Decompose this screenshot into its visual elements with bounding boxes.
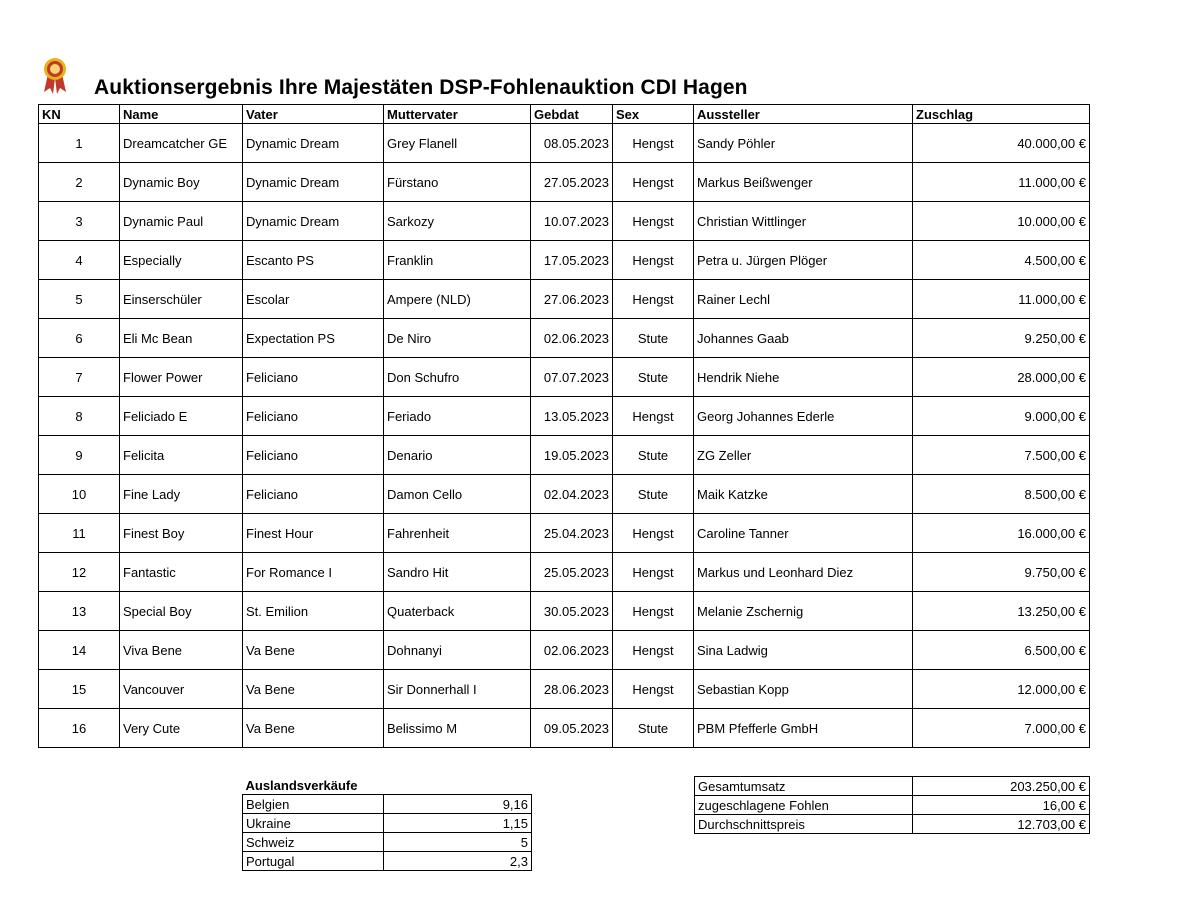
- cell-zuschlag: 13.250,00 €: [913, 592, 1090, 631]
- cell-aussteller: Sandy Pöhler: [694, 124, 913, 163]
- cell-sex: Hengst: [613, 592, 694, 631]
- cell-zuschlag: 11.000,00 €: [913, 163, 1090, 202]
- cell-vater: Feliciano: [243, 358, 384, 397]
- cell-sex: Stute: [613, 436, 694, 475]
- auslandsverkaeufe-table: [242, 776, 532, 871]
- cell-gebdat: 13.05.2023: [531, 397, 613, 436]
- cell-vater: Va Bene: [243, 709, 384, 748]
- summary-row: [695, 815, 1090, 834]
- auslandsverkaeufe-row: [243, 833, 532, 852]
- cell-muttervater: Belissimo M: [384, 709, 531, 748]
- cell-zuschlag: 40.000,00 €: [913, 124, 1090, 163]
- cell-kn: 9: [39, 436, 120, 475]
- cell-sex: Stute: [613, 709, 694, 748]
- table-row: [39, 436, 1090, 475]
- cell-zuschlag: 16.000,00 €: [913, 514, 1090, 553]
- cell-aussteller: Johannes Gaab: [694, 319, 913, 358]
- cell-aussteller: Caroline Tanner: [694, 514, 913, 553]
- cell-name: Eli Mc Bean: [120, 319, 243, 358]
- cell-muttervater: Franklin: [384, 241, 531, 280]
- country-label: Ukraine: [243, 814, 384, 833]
- column-header-vater: Vater: [243, 105, 384, 124]
- cell-name: Felicita: [120, 436, 243, 475]
- table-row: [39, 202, 1090, 241]
- column-header-muttervater: Muttervater: [384, 105, 531, 124]
- column-header-gebdat: Gebdat: [531, 105, 613, 124]
- cell-gebdat: 02.06.2023: [531, 319, 613, 358]
- cell-zuschlag: 11.000,00 €: [913, 280, 1090, 319]
- cell-gebdat: 02.06.2023: [531, 631, 613, 670]
- cell-kn: 2: [39, 163, 120, 202]
- cell-muttervater: De Niro: [384, 319, 531, 358]
- cell-zuschlag: 9.250,00 €: [913, 319, 1090, 358]
- summary-row: [695, 796, 1090, 815]
- cell-aussteller: Petra u. Jürgen Plöger: [694, 241, 913, 280]
- cell-kn: 3: [39, 202, 120, 241]
- cell-kn: 14: [39, 631, 120, 670]
- auslandsverkaeufe-row: [243, 814, 532, 833]
- cell-name: Einserschüler: [120, 280, 243, 319]
- summary-label: zugeschlagene Fohlen: [695, 796, 913, 815]
- summary-label: Gesamtumsatz: [695, 777, 913, 796]
- cell-zuschlag: 7.000,00 €: [913, 709, 1090, 748]
- table-row: [39, 397, 1090, 436]
- cell-kn: 15: [39, 670, 120, 709]
- cell-name: Dreamcatcher GE: [120, 124, 243, 163]
- cell-gebdat: 07.07.2023: [531, 358, 613, 397]
- cell-aussteller: PBM Pfefferle GmbH: [694, 709, 913, 748]
- cell-vater: Va Bene: [243, 631, 384, 670]
- cell-sex: Hengst: [613, 124, 694, 163]
- cell-kn: 13: [39, 592, 120, 631]
- cell-vater: Feliciano: [243, 436, 384, 475]
- cell-aussteller: Markus Beißwenger: [694, 163, 913, 202]
- cell-gebdat: 27.06.2023: [531, 280, 613, 319]
- cell-sex: Stute: [613, 475, 694, 514]
- cell-aussteller: Melanie Zschernig: [694, 592, 913, 631]
- table-row: [39, 163, 1090, 202]
- cell-muttervater: Don Schufro: [384, 358, 531, 397]
- cell-gebdat: 27.05.2023: [531, 163, 613, 202]
- cell-sex: Hengst: [613, 553, 694, 592]
- cell-gebdat: 08.05.2023: [531, 124, 613, 163]
- summary-row: [695, 777, 1090, 796]
- cell-sex: Hengst: [613, 670, 694, 709]
- cell-name: Dynamic Boy: [120, 163, 243, 202]
- cell-zuschlag: 7.500,00 €: [913, 436, 1090, 475]
- cell-aussteller: Markus und Leonhard Diez: [694, 553, 913, 592]
- cell-kn: 7: [39, 358, 120, 397]
- table-row: [39, 241, 1090, 280]
- cell-vater: Feliciano: [243, 397, 384, 436]
- cell-kn: 4: [39, 241, 120, 280]
- auslandsverkaeufe-row: [243, 795, 532, 814]
- country-value: 2,3: [384, 852, 532, 871]
- table-row: [39, 709, 1090, 748]
- column-header-sex: Sex: [613, 105, 694, 124]
- cell-zuschlag: 6.500,00 €: [913, 631, 1090, 670]
- cell-name: Flower Power: [120, 358, 243, 397]
- cell-aussteller: Sebastian Kopp: [694, 670, 913, 709]
- cell-sex: Hengst: [613, 397, 694, 436]
- cell-vater: Escanto PS: [243, 241, 384, 280]
- cell-vater: Feliciano: [243, 475, 384, 514]
- cell-vater: Finest Hour: [243, 514, 384, 553]
- cell-muttervater: Fahrenheit: [384, 514, 531, 553]
- cell-zuschlag: 8.500,00 €: [913, 475, 1090, 514]
- cell-sex: Hengst: [613, 241, 694, 280]
- cell-muttervater: Damon Cello: [384, 475, 531, 514]
- column-header-aussteller: Aussteller: [694, 105, 913, 124]
- cell-aussteller: Rainer Lechl: [694, 280, 913, 319]
- cell-kn: 5: [39, 280, 120, 319]
- auslandsverkaeufe-title: Auslandsverkäufe: [245, 777, 358, 793]
- cell-aussteller: Christian Wittlinger: [694, 202, 913, 241]
- cell-sex: Hengst: [613, 631, 694, 670]
- cell-muttervater: Quaterback: [384, 592, 531, 631]
- summary-table: [694, 776, 1090, 834]
- cell-gebdat: 28.06.2023: [531, 670, 613, 709]
- table-row: [39, 592, 1090, 631]
- cell-zuschlag: 10.000,00 €: [913, 202, 1090, 241]
- cell-kn: 8: [39, 397, 120, 436]
- table-row: [39, 670, 1090, 709]
- auslandsverkaeufe-header-row: [243, 776, 532, 795]
- column-header-kn: KN: [39, 105, 120, 124]
- cell-muttervater: Feriado: [384, 397, 531, 436]
- cell-vater: Va Bene: [243, 670, 384, 709]
- country-label: Belgien: [243, 795, 384, 814]
- cell-name: Fantastic: [120, 553, 243, 592]
- cell-vater: St. Emilion: [243, 592, 384, 631]
- cell-muttervater: Dohnanyi: [384, 631, 531, 670]
- cell-vater: For Romance I: [243, 553, 384, 592]
- cell-aussteller: Hendrik Niehe: [694, 358, 913, 397]
- country-label: Schweiz: [243, 833, 384, 852]
- cell-aussteller: Sina Ladwig: [694, 631, 913, 670]
- cell-aussteller: ZG Zeller: [694, 436, 913, 475]
- cell-muttervater: Fürstano: [384, 163, 531, 202]
- cell-kn: 11: [39, 514, 120, 553]
- cell-vater: Escolar: [243, 280, 384, 319]
- cell-sex: Hengst: [613, 202, 694, 241]
- cell-muttervater: Sarkozy: [384, 202, 531, 241]
- cell-gebdat: 25.05.2023: [531, 553, 613, 592]
- cell-vater: Dynamic Dream: [243, 124, 384, 163]
- cell-gebdat: 09.05.2023: [531, 709, 613, 748]
- cell-kn: 10: [39, 475, 120, 514]
- country-value: 9,16: [384, 795, 532, 814]
- cell-vater: Dynamic Dream: [243, 163, 384, 202]
- table-row: [39, 280, 1090, 319]
- cell-zuschlag: 12.000,00 €: [913, 670, 1090, 709]
- table-row: [39, 319, 1090, 358]
- auction-results-table: [38, 104, 1090, 748]
- auslandsverkaeufe-row: [243, 852, 532, 871]
- table-row: [39, 475, 1090, 514]
- table-row: [39, 553, 1090, 592]
- page-title: Auktionsergebnis Ihre Majestäten DSP-Fohlenauktion CDI Hagen: [94, 76, 748, 99]
- table-body: [39, 124, 1090, 748]
- cell-name: Feliciado E: [120, 397, 243, 436]
- cell-aussteller: Georg Johannes Ederle: [694, 397, 913, 436]
- cell-zuschlag: 4.500,00 €: [913, 241, 1090, 280]
- cell-zuschlag: 9.750,00 €: [913, 553, 1090, 592]
- cell-kn: 12: [39, 553, 120, 592]
- cell-name: Dynamic Paul: [120, 202, 243, 241]
- cell-zuschlag: 28.000,00 €: [913, 358, 1090, 397]
- cell-kn: 1: [39, 124, 120, 163]
- cell-gebdat: 25.04.2023: [531, 514, 613, 553]
- table-header-row: [39, 105, 1090, 124]
- column-header-name: Name: [120, 105, 243, 124]
- cell-gebdat: 17.05.2023: [531, 241, 613, 280]
- cell-gebdat: 30.05.2023: [531, 592, 613, 631]
- cell-muttervater: Ampere (NLD): [384, 280, 531, 319]
- cell-muttervater: Sir Donnerhall I: [384, 670, 531, 709]
- cell-kn: 6: [39, 319, 120, 358]
- cell-name: Very Cute: [120, 709, 243, 748]
- cell-muttervater: Grey Flanell: [384, 124, 531, 163]
- cell-name: Vancouver: [120, 670, 243, 709]
- table-row: [39, 124, 1090, 163]
- cell-name: Viva Bene: [120, 631, 243, 670]
- rosette-icon: [40, 56, 70, 96]
- summary-label: Durchschnittspreis: [695, 815, 913, 834]
- cell-muttervater: Denario: [384, 436, 531, 475]
- cell-sex: Stute: [613, 358, 694, 397]
- cell-sex: Hengst: [613, 514, 694, 553]
- table-row: [39, 358, 1090, 397]
- cell-muttervater: Sandro Hit: [384, 553, 531, 592]
- summary-value: 203.250,00 €: [913, 777, 1090, 796]
- cell-sex: Stute: [613, 319, 694, 358]
- cell-sex: Hengst: [613, 163, 694, 202]
- table-row: [39, 514, 1090, 553]
- cell-gebdat: 02.04.2023: [531, 475, 613, 514]
- country-value: 5: [384, 833, 532, 852]
- cell-name: Special Boy: [120, 592, 243, 631]
- cell-vater: Dynamic Dream: [243, 202, 384, 241]
- cell-kn: 16: [39, 709, 120, 748]
- summary-value: 16,00 €: [913, 796, 1090, 815]
- cell-vater: Expectation PS: [243, 319, 384, 358]
- cell-name: Finest Boy: [120, 514, 243, 553]
- country-label: Portugal: [243, 852, 384, 871]
- cell-sex: Hengst: [613, 280, 694, 319]
- column-header-zuschlag: Zuschlag: [913, 105, 1090, 124]
- cell-gebdat: 10.07.2023: [531, 202, 613, 241]
- cell-aussteller: Maik Katzke: [694, 475, 913, 514]
- cell-gebdat: 19.05.2023: [531, 436, 613, 475]
- country-value: 1,15: [384, 814, 532, 833]
- cell-name: Fine Lady: [120, 475, 243, 514]
- summary-value: 12.703,00 €: [913, 815, 1090, 834]
- cell-name: Especially: [120, 241, 243, 280]
- cell-zuschlag: 9.000,00 €: [913, 397, 1090, 436]
- table-row: [39, 631, 1090, 670]
